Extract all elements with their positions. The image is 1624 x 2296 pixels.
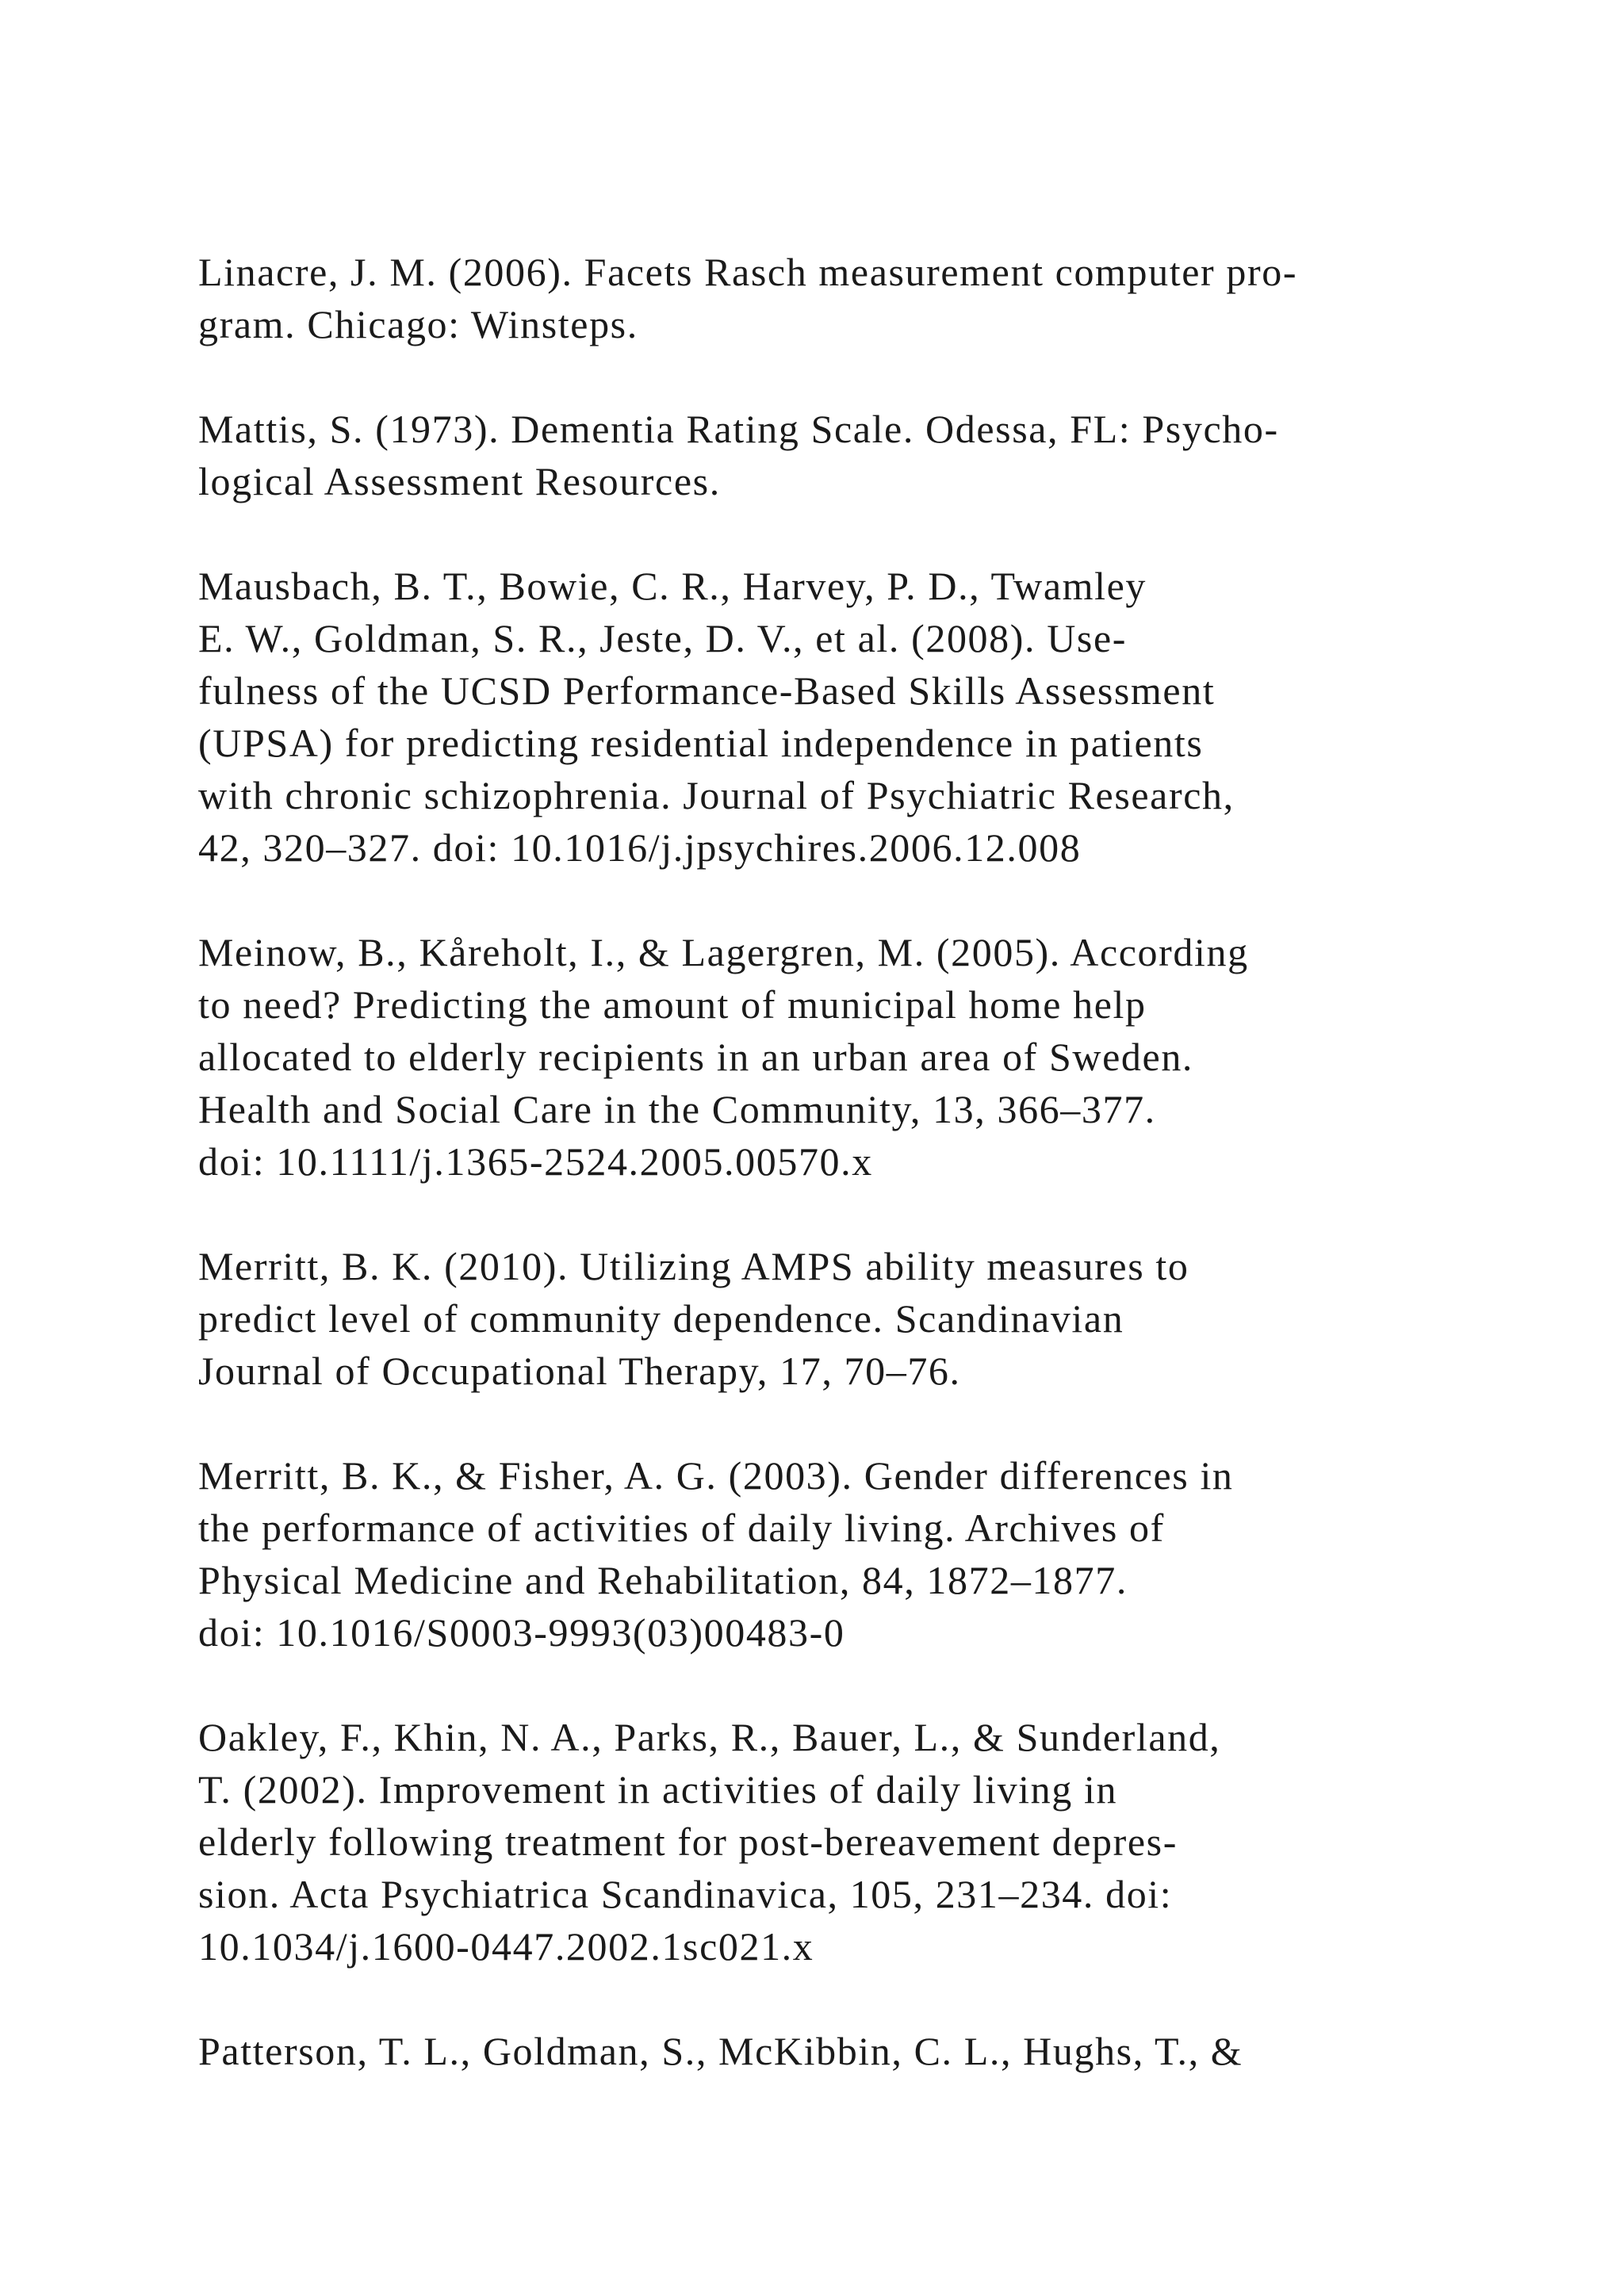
reference-line: Health and Social Care in the Community, 13, 366–377. xyxy=(198,1087,1156,1131)
reference-entry xyxy=(198,1711,1435,1973)
reference-line: Merritt, B. K., & Fisher, A. G. (2003). Gender differences in xyxy=(198,1453,1234,1498)
reference-line: Linacre, J. M. (2006). Facets Rasch measurement computer pro- xyxy=(198,250,1298,294)
reference-line: Oakley, F., Khin, N. A., Parks, R., Bauer, L., & Sunderland, xyxy=(198,1715,1221,1759)
reference-line: Mattis, S. (1973). Dementia Rating Scale. Odessa, FL: Psycho- xyxy=(198,407,1279,451)
reference-line: elderly following treatment for post-bereavement depres- xyxy=(198,1820,1178,1864)
reference-line: predict level of community dependence. Scandinavian xyxy=(198,1296,1124,1341)
reference-entry xyxy=(198,926,1435,1188)
reference-line: doi: 10.1016/S0003-9993(03)00483-0 xyxy=(198,1610,845,1655)
reference-line: 10.1034/j.1600-0447.2002.1sc021.x xyxy=(198,1924,814,1969)
reference-line: gram. Chicago: Winsteps. xyxy=(198,302,638,346)
reference-entry xyxy=(198,1240,1435,1397)
reference-line: Journal of Occupational Therapy, 17, 70–76. xyxy=(198,1349,961,1393)
reference-line: (UPSA) for predicting residential independence in patients xyxy=(198,721,1204,765)
reference-line: E. W., Goldman, S. R., Jeste, D. V., et al. (2008). Use- xyxy=(198,616,1128,660)
reference-line: Meinow, B., Kåreholt, I., & Lagergren, M. (2005). According xyxy=(198,930,1249,974)
reference-line: to need? Predicting the amount of municipal home help xyxy=(198,982,1147,1027)
reference-line: the performance of activities of daily living. Archives of xyxy=(198,1506,1165,1550)
reference-list xyxy=(198,246,1435,2130)
reference-entry xyxy=(198,560,1435,874)
reference-entry xyxy=(198,403,1435,507)
reference-line: Mausbach, B. T., Bowie, C. R., Harvey, P. D., Twamley xyxy=(198,564,1147,608)
reference-line: with chronic schizophrenia. Journal of Psychiatric Research, xyxy=(198,773,1235,817)
reference-line: logical Assessment Resources. xyxy=(198,459,721,503)
reference-line: doi: 10.1111/j.1365-2524.2005.00570.x xyxy=(198,1139,873,1184)
reference-entry xyxy=(198,246,1435,350)
reference-entry xyxy=(198,2025,1435,2077)
reference-line: sion. Acta Psychiatrica Scandinavica, 105, 231–234. doi: xyxy=(198,1872,1173,1916)
reference-line: T. (2002). Improvement in activities of daily living in xyxy=(198,1767,1118,1812)
reference-line: Patterson, T. L., Goldman, S., McKibbin, C. L., Hughs, T., & xyxy=(198,2029,1243,2073)
reference-line: fulness of the UCSD Performance-Based Skills Assessment xyxy=(198,668,1216,713)
reference-line: allocated to elderly recipients in an urban area of Sweden. xyxy=(198,1035,1194,1079)
reference-line: Physical Medicine and Rehabilitation, 84, 1872–1877. xyxy=(198,1558,1128,1602)
reference-line: Merritt, B. K. (2010). Utilizing AMPS ability measures to xyxy=(198,1244,1189,1288)
reference-line: 42, 320–327. doi: 10.1016/j.jpsychires.2006.12.008 xyxy=(198,825,1082,870)
reference-entry xyxy=(198,1449,1435,1659)
